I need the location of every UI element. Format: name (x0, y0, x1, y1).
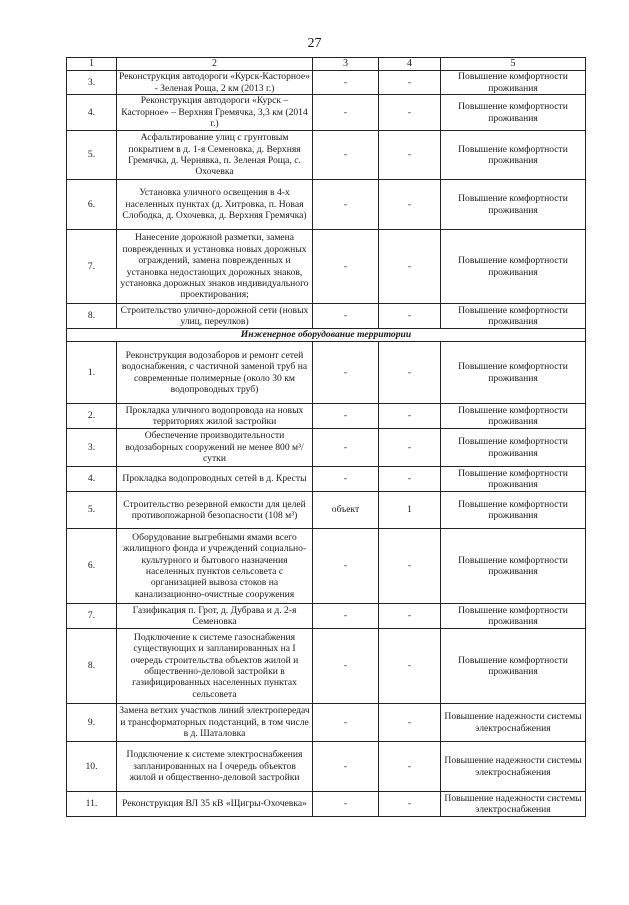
row-number: 9. (67, 704, 117, 742)
row-number: 6. (67, 180, 117, 230)
row-quantity: - (379, 304, 441, 329)
header-cell: 2 (117, 58, 313, 71)
row-quantity: - (379, 467, 441, 492)
table-row (67, 629, 586, 704)
table-header-row (67, 58, 586, 71)
row-quantity: - (379, 429, 441, 467)
row-unit: - (313, 792, 379, 817)
row-result: Повышение комфортности проживания (441, 304, 586, 329)
row-unit: - (313, 131, 379, 180)
row-quantity: - (379, 604, 441, 629)
row-quantity: - (379, 71, 441, 95)
header-cell: 5 (441, 58, 586, 71)
row-result: Повышение комфортности проживания (441, 342, 586, 404)
row-unit: - (313, 304, 379, 329)
header-cell: 4 (379, 58, 441, 71)
header-cell: 1 (67, 58, 117, 71)
table-row (67, 342, 586, 404)
row-number: 3. (67, 429, 117, 467)
row-result: Повышение комфортности проживания (441, 604, 586, 629)
row-number: 11. (67, 792, 117, 817)
row-number: 6. (67, 529, 117, 604)
measures-table (66, 57, 586, 817)
row-number: 8. (67, 629, 117, 704)
row-unit: - (313, 604, 379, 629)
row-description: Строительство резервной емкости для целей противопожарной безопасности (108 м³) (117, 492, 313, 529)
row-description: Реконструкция автодороги «Курск-Касторное» - Зеленая Роща, 2 км (2013 г.) (117, 71, 313, 95)
table-row (67, 704, 586, 742)
row-result: Повышение комфортности проживания (441, 131, 586, 180)
row-result: Повышение комфортности проживания (441, 429, 586, 467)
row-result: Повышение комфортности проживания (441, 467, 586, 492)
row-quantity: - (379, 342, 441, 404)
row-description: Оборудование выгребными ямами всего жилищного фонда и учреждений социально-культурного и бытового назначения населенных пунктов сельсовета с организацией вывоза стоков на канализационно-очистные сооружения (117, 529, 313, 604)
row-unit: - (313, 629, 379, 704)
row-result: Повышение надежности системы электроснабжения (441, 704, 586, 742)
row-quantity: - (379, 742, 441, 792)
table-row (67, 404, 586, 429)
row-unit: - (313, 180, 379, 230)
table-row (67, 180, 586, 230)
row-result: Повышение надежности системы электроснабжения (441, 742, 586, 792)
row-quantity: - (379, 95, 441, 131)
row-number: 8. (67, 304, 117, 329)
row-description: Установка уличного освещения в 4-х населенных пунктах (д. Хитровка, п. Новая Слободка, д. Охочевка, д. Верхняя Гремячка) (117, 180, 313, 230)
table-row (67, 131, 586, 180)
row-quantity: - (379, 704, 441, 742)
row-unit: - (313, 704, 379, 742)
row-result: Повышение комфортности проживания (441, 404, 586, 429)
row-description: Реконструкция водозаборов и ремонт сетей водоснабжения, с частичной заменой труб на современные полимерные (около 30 км водопроводных труб) (117, 342, 313, 404)
row-unit: - (313, 342, 379, 404)
row-unit: - (313, 429, 379, 467)
row-quantity: - (379, 404, 441, 429)
row-description: Прокладка водопроводных сетей в д. Кресты (117, 467, 313, 492)
row-description: Обеспечение производительности водозаборных сооружений не менее 800 м³/сутки (117, 429, 313, 467)
section-title: Инженерное оборудование территории (67, 329, 586, 342)
row-unit: - (313, 71, 379, 95)
row-description: Реконструкция ВЛ 35 кВ «Щигры-Охочевка» (117, 792, 313, 817)
row-number: 2. (67, 404, 117, 429)
row-number: 7. (67, 604, 117, 629)
row-number: 10. (67, 742, 117, 792)
row-quantity: - (379, 180, 441, 230)
row-unit: объект (313, 492, 379, 529)
row-number: 7. (67, 230, 117, 304)
table-row (67, 742, 586, 792)
table-row (67, 529, 586, 604)
row-number: 4. (67, 95, 117, 131)
table-row (67, 230, 586, 304)
row-unit: - (313, 230, 379, 304)
table-row (67, 95, 586, 131)
row-quantity: - (379, 131, 441, 180)
table-row (67, 604, 586, 629)
row-result: Повышение надежности системы электроснабжения (441, 792, 586, 817)
row-result: Повышение комфортности проживания (441, 95, 586, 131)
row-result: Повышение комфортности проживания (441, 529, 586, 604)
row-quantity: - (379, 230, 441, 304)
row-description: Нанесение дорожной разметки, замена поврежденных и установка новых дорожных ограждений, замена поврежденных и установка недостающих дорожных знаков, установка дорожных знаков индивидуального проектирования; (117, 230, 313, 304)
row-description: Подключение к системе электроснабжения запланированных на I очередь объектов жилой и общественно-деловой застройки (117, 742, 313, 792)
row-number: 4. (67, 467, 117, 492)
row-result: Повышение комфортности проживания (441, 629, 586, 704)
row-result: Повышение комфортности проживания (441, 492, 586, 529)
row-number: 3. (67, 71, 117, 95)
row-description: Замена ветхих участков линий электропередач и трансформаторных подстанций, в том числе в д. Шаталовка (117, 704, 313, 742)
row-unit: - (313, 95, 379, 131)
row-quantity: - (379, 792, 441, 817)
table-row (67, 492, 586, 529)
row-unit: - (313, 467, 379, 492)
table-row (67, 304, 586, 329)
row-description: Строительство улично-дорожной сети (новых улиц, переулков) (117, 304, 313, 329)
row-description: Газификация п. Грот, д. Дубрава и д. 2-я Семеновка (117, 604, 313, 629)
table-row (67, 792, 586, 817)
row-quantity: - (379, 529, 441, 604)
table-row (67, 71, 586, 95)
row-result: Повышение комфортности проживания (441, 230, 586, 304)
page-number: 27 (307, 36, 322, 51)
row-unit: - (313, 742, 379, 792)
row-unit: - (313, 404, 379, 429)
row-description: Асфальтирование улиц с грунтовым покрытием в д. 1-я Семеновка, д. Верхняя Гремячка, д. Чернявка, п. Зеленая Роща, с. Охочевка (117, 131, 313, 180)
row-unit: - (313, 529, 379, 604)
row-result: Повышение комфортности проживания (441, 71, 586, 95)
header-cell: 3 (313, 58, 379, 71)
section-row (67, 329, 586, 342)
row-number: 5. (67, 131, 117, 180)
row-description: Прокладка уличного водопровода на новых территориях жилой застройки (117, 404, 313, 429)
row-quantity: 1 (379, 492, 441, 529)
row-result: Повышение комфортности проживания (441, 180, 586, 230)
row-description: Реконструкция автодороги «Курск – Касторное» – Верхняя Гремячка, 3,3 км (2014 г.) (117, 95, 313, 131)
row-description: Подключение к системе газоснабжения существующих и запланированных на I очередь строительства объектов жилой и общественно-деловой застройки в газифицированных населенных пунктах сельсовета (117, 629, 313, 704)
row-quantity: - (379, 629, 441, 704)
row-number: 5. (67, 492, 117, 529)
table-row (67, 467, 586, 492)
table-row (67, 429, 586, 467)
row-number: 1. (67, 342, 117, 404)
